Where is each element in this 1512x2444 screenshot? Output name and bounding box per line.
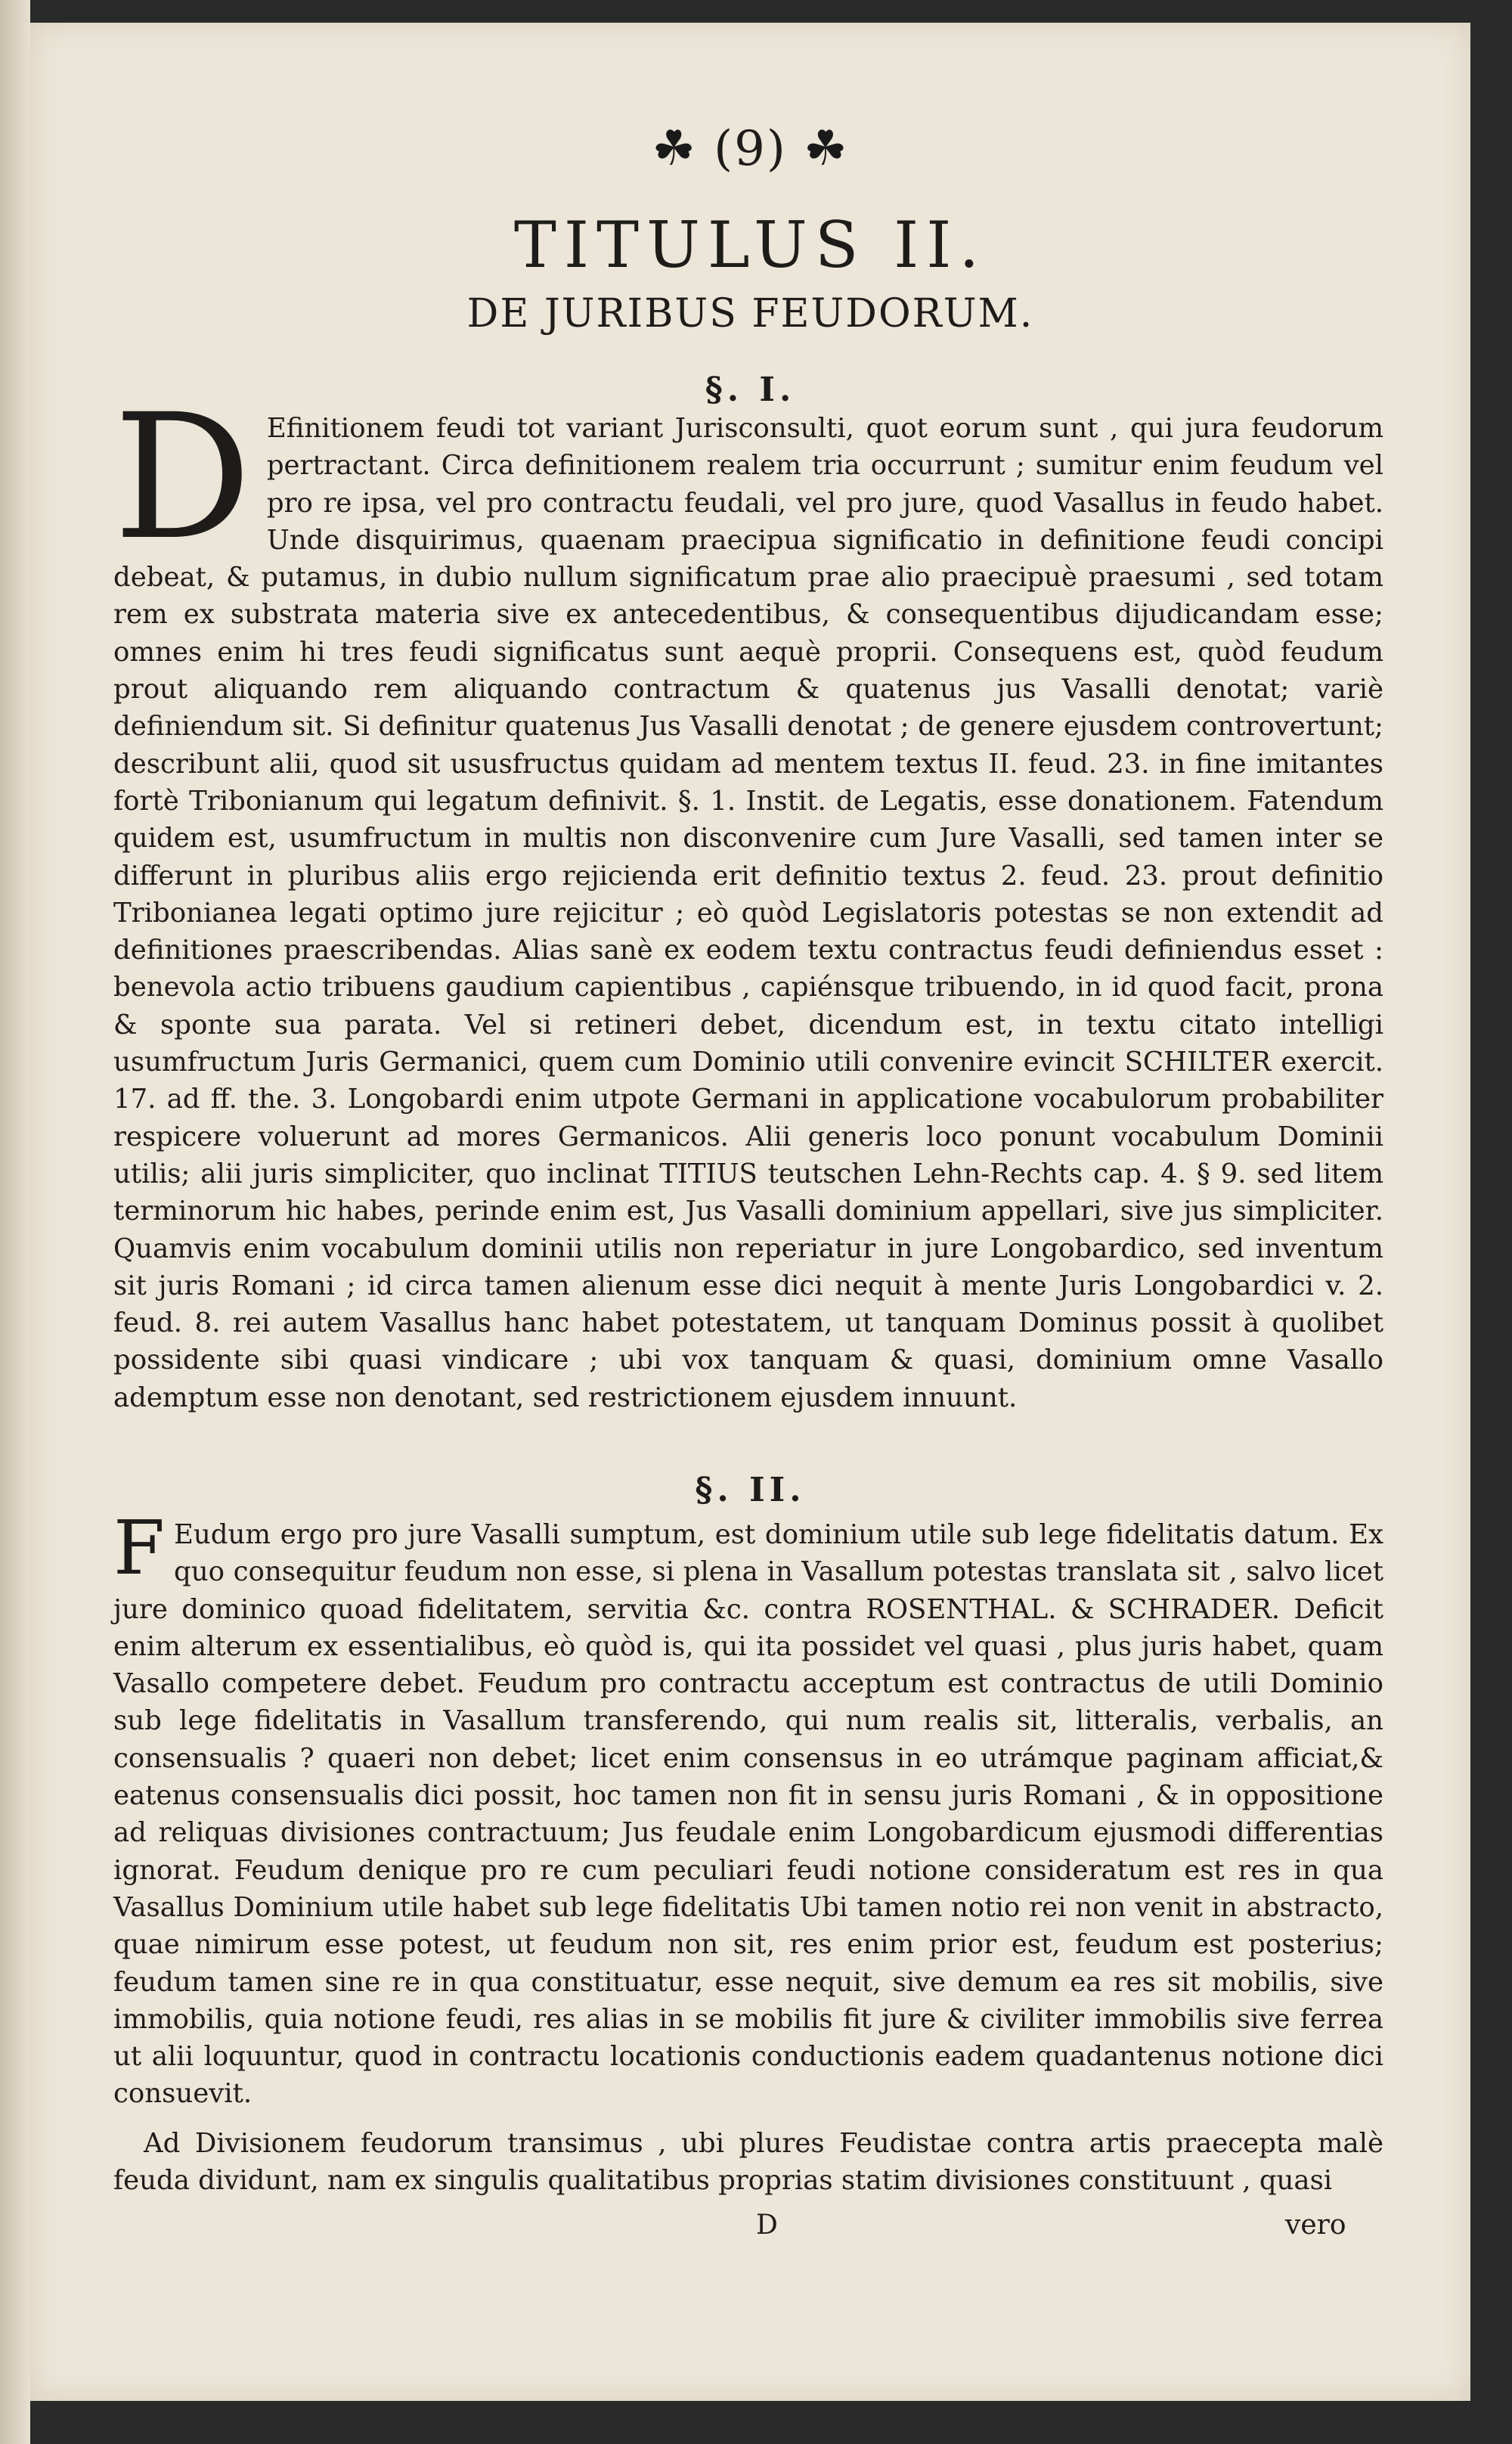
page-header [30, 121, 1470, 177]
section-mark-2: §. II. [695, 1471, 806, 1509]
page-number: (9) [714, 121, 787, 177]
book-page [30, 23, 1470, 2401]
paragraph-1 [113, 377, 1383, 1416]
adjacent-page-edge [0, 0, 30, 2444]
ornament-icon: ☘ [652, 121, 697, 177]
signature-mark: D [756, 2210, 778, 2241]
paragraph-2 [113, 1506, 1383, 2113]
drop-cap-d: D [113, 377, 252, 578]
section-mark-1: §. I. [705, 371, 796, 409]
catchword: vero [1285, 2210, 1346, 2241]
paragraph-1-text: Efinitionem feudi tot variant Jurisconsulti, quot eorum sunt , qui jura feudorum pertractant. Circa definitionem realem tria occurrunt ; sumitur enim feudum vel pro re ipsa, vel pro contractu feudali, vel pro jure, quod Vasallus in feudo habet. Unde disquirimus, quaenam praecipua significatio in definitione feudi concipi debeat, & putamus, in dubio nullum significatum prae alio praecipuè praesumi , sed totam rem ex substrata materia sive ex antecedentibus, & consequentibus dijudicandam esse; omnes enim hi tres feudi significatus sunt aequè proprii. Consequens est, quòd feudum prout aliquando rem aliquando contractum & quatenus jus Vasalli denotat; variè definiendum sit. Si definitur quatenus Jus Vasalli denotat ; de genere ejusdem controvertunt; describunt alii, quod sit ususfructus quidam ad mentem textus II. feud. 23. in fine imitantes fortè Tribonianum qui legatum definivit. §. 1. Instit. de Legatis, esse donationem. Fatendum quidem est, usumfructum in multis non disconvenire cum Jure Vasalli, sed tamen inter se differunt in pluribus aliis ergo rejicienda erit definitio textus 2. feud. 23. prout definitio Tribonianea legati optimo jure rejicitur ; eò quòd Legislatoris potestas se non extendit ad definitiones praescribendas. Alias sanè ex eodem textu contractus feudi definiendus esset : benevola actio tribuens gaudium capientibus , capiénsque tribuendo, in id quod facit, prona & sponte sua parata. Vel si retineri debet, dicendum est, in textu citato intelligi usumfructum Juris Germanici, quem cum Dominio utili convenire evincit SCHILTER exercit. 17. ad ff. the. 3. Longobardi enim utpote Germani in applicatione vocabulorum probabiliter respicere voluerunt ad mores Germanicos. Alii generis loco ponunt vocabulum Dominii utilis; alii juris simpliciter, quo inclinat TITIUS teutschen Lehn-Rechts cap. 4. § 9. sed litem terminorum hic habes, perinde enim est, Jus Vasalli dominium appellari, sive jus simpliciter. Quamvis enim vocabulum dominii utilis non reperiatur in jure Longobardico, sed inventum sit juris Romani ; id circa tamen alienum esse dici nequit à mente Juris Longobardici v. 2. feud. 8. rei autem Vasallus hanc habet potestatem, ut tanquam Dominus possit à quolibet possidente sibi quasi vindicare ; ubi vox tanquam & quasi, dominium omne Vasallo ademptum esse non denotant, sed restrictionem ejusdem innuunt. [113, 413, 1383, 1413]
chapter-subtitle: DE JURIBUS FEUDORUM. [466, 291, 1034, 337]
ornament-icon: ☘ [804, 121, 849, 177]
paragraph-2-text: Eudum ergo pro jure Vasalli sumptum, est dominium utile sub lege fidelitatis datum. Ex quo consequitur feudum non esse, si plena in Vasallum potestas translata sit , salvo licet jure dominico quoad fidelitatem, servitia &c. contra ROSENTHAL. & SCHRADER. Deficit enim alterum ex essentialibus, eò quòd is, qui ita possidet vel quasi , plus juris habet, quam Vasallo competere debet. Feudum pro contractu acceptum est contractus de utili Dominio sub lege fidelitatis in Vasallum transferendo, qui num realis sit, litteralis, verbalis, an consensualis ? quaeri non debet; licet enim consensus in eo utrámque paginam afficiat,& eatenus consensualis dici possit, hoc tamen non fit in sensu juris Romani , & in oppositione ad reliquas divisiones contractuum; Jus feudale enim Longobardicum ejusmodi differentias ignorat. Feudum denique pro re cum peculiari feudi notione consideratum est res in qua Vasallus Dominium utile habet sub lege fidelitatis Ubi tamen notio rei non venit in abstracto, quae nimirum esse potest, ut feudum non sit, res enim prior est, feudum est posterius; feudum tamen sine re in qua constituatur, esse nequit, sive demum ea res sit mobilis, sive immobilis, quia notione feudi, res alias in se mobilis fit jure & civiliter immobilis sive ferrea ut alii loquuntur, quod in contractu locationis conductionis eadem quadantenus notione dici consuevit. [113, 1519, 1383, 2110]
paragraph-3 [113, 2125, 1383, 2200]
paragraph-3-text: Ad Divisionem feudorum transimus , ubi plures Feudistae contra artis praecepta malè feuda dividunt, nam ex singulis qualitatibus proprias statim divisiones constituunt , quasi [113, 2128, 1383, 2197]
chapter-title: TITULUS II. [513, 208, 987, 282]
drop-cap-f: F [113, 1506, 165, 1592]
